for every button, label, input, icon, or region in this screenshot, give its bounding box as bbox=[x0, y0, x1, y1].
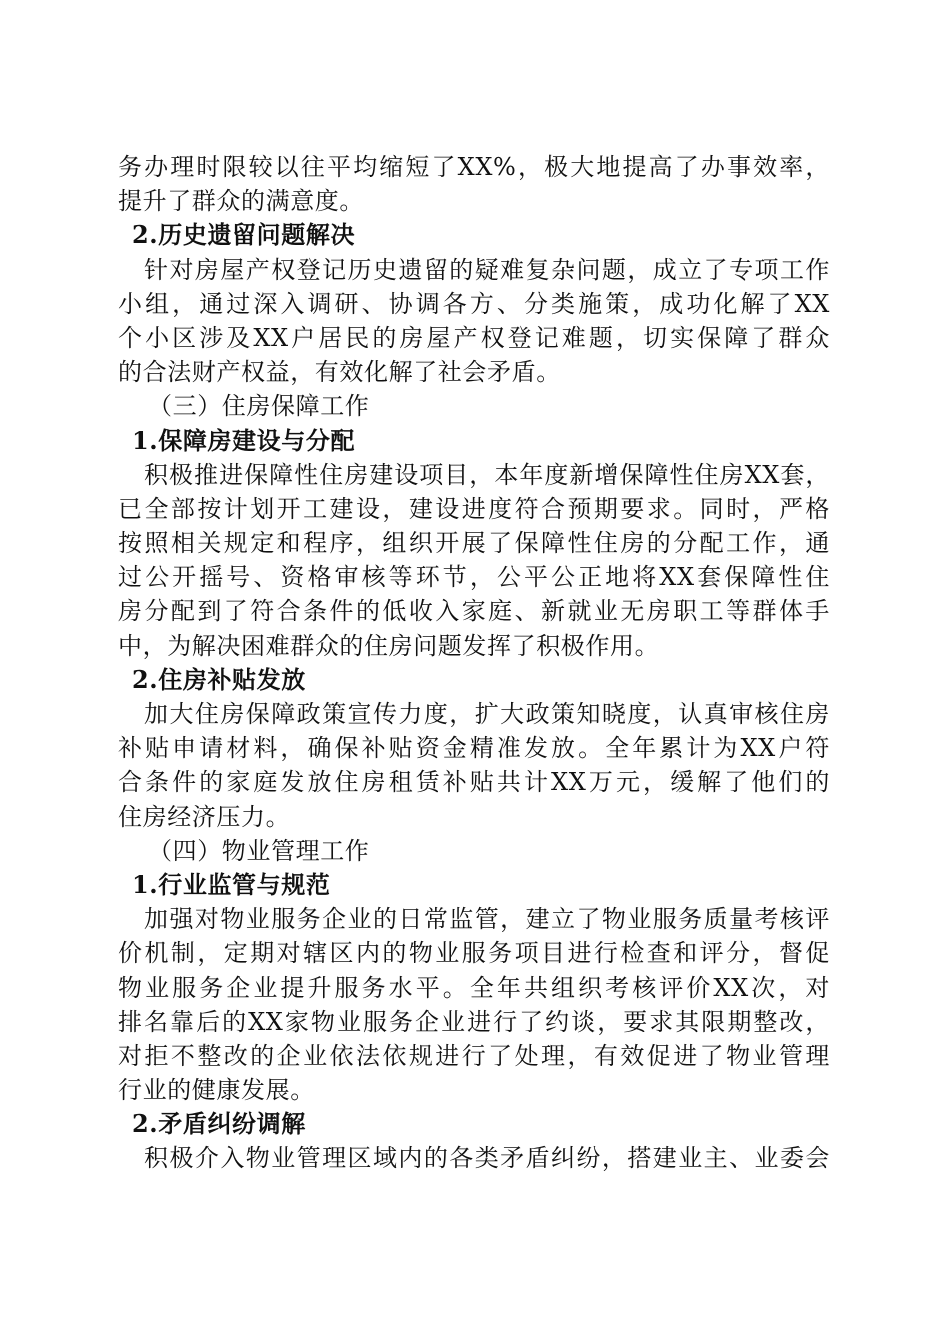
body-text-line: 行业的健康发展。 bbox=[118, 1076, 315, 1105]
body-text-line: 补贴申请材料，确保补贴资金精准发放。全年累计为XX户符 bbox=[118, 734, 830, 763]
subheading: 1.行业监管与规范 bbox=[132, 869, 331, 899]
body-text-line: 中，为解决困难群众的住房问题发挥了积极作用。 bbox=[118, 631, 660, 660]
body-text-line: 对拒不整改的企业依法依规进行了处理，有效促进了物业管理 bbox=[118, 1041, 830, 1070]
body-text-line: 小组，通过深入调研、协调各方、分类施策，成功化解了XX bbox=[118, 289, 830, 318]
subheading: 2.矛盾纠纷调解 bbox=[132, 1109, 306, 1139]
body-text-line: 积极推进保障性住房建设项目，本年度新增保障性住房XX套， bbox=[144, 460, 830, 489]
body-text-line: 提升了群众的满意度。 bbox=[118, 187, 364, 216]
body-text-line: 价机制，定期对辖区内的物业服务项目进行检查和评分，督促 bbox=[118, 939, 830, 968]
body-text-line: 加强对物业服务企业的日常监管，建立了物业服务质量考核评 bbox=[144, 905, 830, 934]
body-text-line: 加大住房保障政策宣传力度，扩大政策知晓度，认真审核住房 bbox=[144, 700, 830, 728]
body-text-line: 合条件的家庭发放住房租赁补贴共计XX万元，缓解了他们的 bbox=[118, 768, 830, 797]
body-text-line: 排名靠后的XX家物业服务企业进行了约谈，要求其限期整改， bbox=[118, 1007, 830, 1036]
body-text-line: 针对房屋产权登记历史遗留的疑难复杂问题，成立了专项工作 bbox=[144, 255, 830, 284]
body-text-line: 已全部按计划开工建设，建设进度符合预期要求。同时，严格 bbox=[118, 494, 830, 523]
body-text-line: 按照相关规定和程序，组织开展了保障性住房的分配工作，通 bbox=[118, 529, 830, 558]
subheading: 1.保障房建设与分配 bbox=[132, 425, 356, 455]
body-text-line: 务办理时限较以往平均缩短了XX%，极大地提高了办事效率， bbox=[118, 153, 830, 181]
body-text-line: 物业服务企业提升服务水平。全年共组织考核评价XX次，对 bbox=[118, 973, 830, 1002]
body-text-line: 积极介入物业管理区域内的各类矛盾纠纷，搭建业主、业委会 bbox=[144, 1144, 830, 1173]
body-text-line: 房分配到了符合条件的低收入家庭、新就业无房职工等群体手 bbox=[118, 597, 830, 626]
subheading: 2.历史遗留问题解决 bbox=[132, 220, 356, 250]
body-text-line: 个小区涉及XX户居民的房屋产权登记难题，切实保障了群众 bbox=[118, 323, 830, 352]
body-text-line: 住房经济压力。 bbox=[118, 802, 291, 831]
section-heading: （四）物业管理工作 bbox=[148, 836, 370, 865]
body-text-line: 的合法财产权益，有效化解了社会矛盾。 bbox=[118, 358, 561, 387]
section-heading: （三）住房保障工作 bbox=[148, 392, 370, 421]
document-body bbox=[118, 150, 830, 1176]
subheading: 2.住房补贴发放 bbox=[132, 664, 306, 694]
body-text-line: 过公开摇号、资格审核等环节，公平公正地将XX套保障性住 bbox=[118, 563, 830, 592]
